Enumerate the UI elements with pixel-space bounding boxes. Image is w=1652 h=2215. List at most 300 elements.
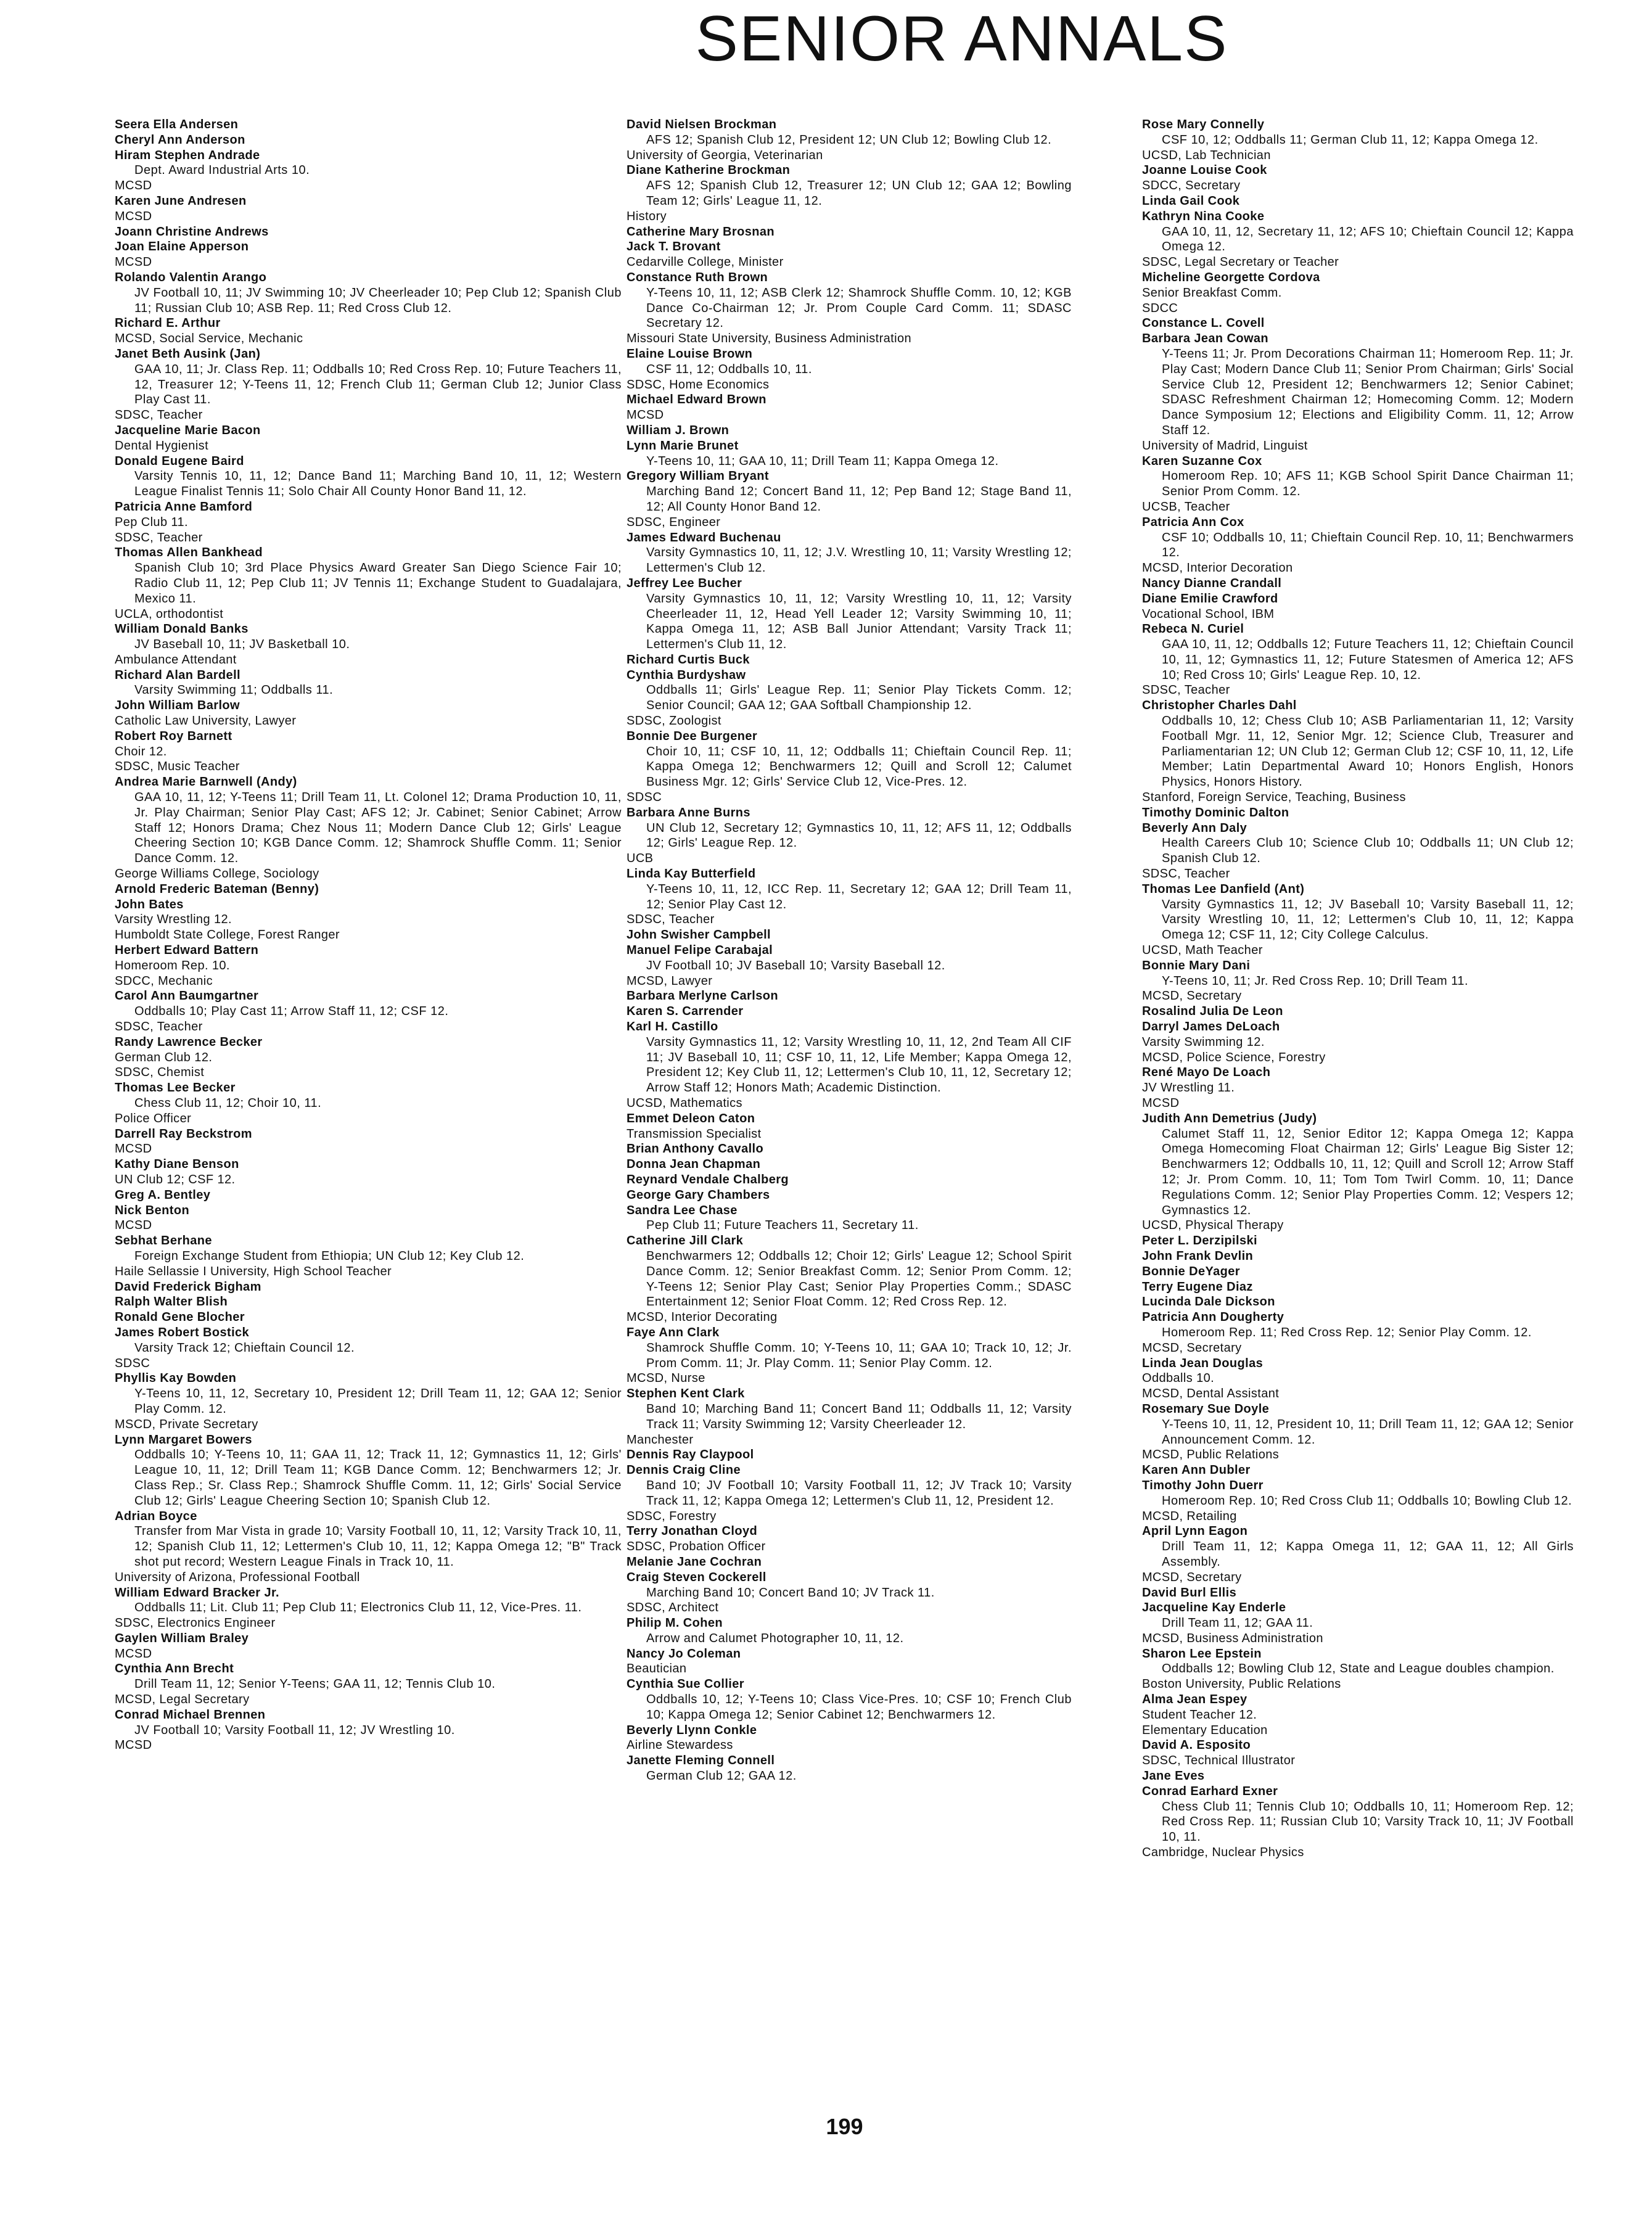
senior-activities: Drill Team 11, 12; GAA 11. [1162, 1616, 1313, 1630]
senior-plans: Ambulance Attendant [115, 652, 237, 667]
senior-name: William Edward Bracker Jr. [115, 1585, 280, 1600]
senior-activities: Oddballs 11; Lit. Club 11; Pep Club 11; Electronics Club 11, 12, Vice-Pres. 11. [134, 1601, 582, 1615]
senior-activities: Oddballs 10, 12; Y-Teens 10; Class Vice-Pres. 10; CSF 10; French Club 10; Kappa Omega 12; Senior Cabinet 12; Benchwarmers 12. [646, 1693, 1072, 1722]
senior-entry [627, 668, 1072, 729]
senior-plans: Oddballs 10. [1142, 1371, 1215, 1386]
senior-name: Peter L. Derzipilski [1142, 1234, 1257, 1248]
senior-name: Michael Edward Brown [627, 393, 766, 407]
senior-activities: Foreign Exchange Student from Ethiopia; UN Club 12; Key Club 12. [134, 1249, 525, 1263]
senior-entry [627, 927, 1072, 943]
senior-activities: Varsity Tennis 10, 11, 12; Dance Band 11; Marching Band 10, 11, 12; Western League Finalist Tennis 11; Solo Chair All County Honor Band 11, 12. [134, 469, 622, 499]
senior-name: René Mayo De Loach [1142, 1066, 1271, 1080]
senior-entry [1142, 1463, 1574, 1478]
senior-plans: MCSD, Secretary [1142, 1341, 1242, 1355]
senior-entry [1142, 1249, 1574, 1264]
senior-entry [1142, 1738, 1574, 1769]
senior-entry [1142, 958, 1574, 1004]
senior-entry [115, 347, 622, 423]
senior-plans: University of Georgia, Veterinarian [627, 148, 823, 162]
senior-plans: MCSD [115, 1738, 152, 1753]
senior-plans: UCSD, Math Teacher [1142, 943, 1263, 958]
senior-plans: MCSD [115, 1218, 152, 1233]
senior-entry [115, 224, 622, 240]
senior-entry [627, 1677, 1072, 1722]
senior-entry [1142, 1585, 1574, 1601]
senior-activities: Oddballs 11; Girls' League Rep. 11; Senior Play Tickets Comm. 12; Senior Council; GAA 12; GAA Softball Championship 12. [646, 683, 1072, 713]
senior-plans: MCSD, Secretary [1142, 1570, 1242, 1584]
senior-name: Herbert Edward Battern [115, 943, 259, 958]
senior-name: Craig Steven Cockerell [627, 1570, 766, 1584]
senior-name: George Gary Chambers [627, 1188, 770, 1202]
senior-plans: Humboldt State College, Forest Ranger [115, 928, 340, 942]
senior-entry [627, 1723, 1072, 1754]
senior-plans: MCSD, Legal Secretary [115, 1693, 250, 1707]
senior-name: Christopher Charles Dahl [1142, 699, 1297, 713]
senior-entry [627, 1570, 1072, 1616]
senior-entry [115, 499, 622, 545]
senior-name: April Lynn Eagon [1142, 1524, 1248, 1539]
senior-entry [115, 1432, 622, 1509]
senior-name: Karl H. Castillo [627, 1020, 718, 1034]
senior-name: Judith Ann Demetrius (Judy) [1142, 1111, 1317, 1125]
senior-plans: SDSC, Architect [627, 1601, 719, 1615]
senior-name: Jack T. Brovant [627, 240, 721, 254]
senior-name: Darryl James DeLoach [1142, 1020, 1280, 1034]
senior-name: David Burl Ellis [1142, 1585, 1237, 1600]
senior-activities: Homeroom Rep. 10; Red Cross Club 11; Oddballs 10; Bowling Club 12. [1162, 1494, 1572, 1508]
senior-plans: Boston University, Public Relations [1142, 1677, 1341, 1691]
senior-name: Conrad Michael Brennen [115, 1707, 266, 1722]
senior-entry [115, 545, 622, 622]
senior-name: Richard Curtis Buck [627, 652, 750, 667]
senior-name: Patricia Anne Bamford [115, 499, 253, 514]
senior-name: Nick Benton [115, 1203, 190, 1217]
senior-name: Cynthia Ann Brecht [115, 1662, 234, 1676]
senior-activities: JV Football 10, 11; JV Swimming 10; JV Cheerleader 10; Pep Club 12; Spanish Club 11; Russian Club 10; ASB Rep. 11; Red Cross Club 12. [134, 286, 622, 315]
senior-name: Thomas Lee Danfield (Ant) [1142, 882, 1305, 896]
senior-entry [115, 117, 622, 133]
senior-activities: Varsity Track 12; Chieftain Council 12. [134, 1341, 355, 1355]
senior-name: James Robert Bostick [115, 1325, 250, 1339]
senior-entry [1142, 515, 1574, 576]
senior-plans: MCSD, Secretary [1142, 989, 1242, 1003]
senior-name: Donna Jean Chapman [627, 1157, 761, 1172]
senior-plans: SDSC, Teacher [115, 1020, 203, 1034]
senior-plans: MCSD [1142, 1096, 1180, 1110]
senior-plans: Transmission Specialist [627, 1127, 762, 1141]
senior-entry [627, 1172, 1072, 1188]
senior-entry [627, 270, 1072, 347]
senior-entry [1142, 1019, 1574, 1065]
senior-plans: SDCC, Mechanic [115, 974, 213, 988]
senior-entry [627, 1616, 1072, 1646]
senior-name: Janet Beth Ausink (Jan) [115, 347, 261, 361]
senior-plans: SDSC, Engineer [627, 515, 721, 529]
senior-name: Jacqueline Marie Bacon [115, 423, 261, 437]
senior-name: Melanie Jane Cochran [627, 1555, 762, 1569]
senior-plans: MCSD, Interior Decoration [1142, 561, 1293, 575]
senior-entry [1142, 194, 1574, 209]
senior-name: Cynthia Burdyshaw [627, 668, 746, 682]
senior-entry [627, 1447, 1072, 1463]
senior-plans: Vocational School, IBM [1142, 607, 1275, 621]
senior-plans: George Williams College, Sociology [115, 867, 319, 881]
senior-name: Joan Elaine Apperson [115, 240, 249, 254]
senior-activities: GAA 10, 11; Jr. Class Rep. 11; Oddballs 10; Red Cross Rep. 10; Future Teachers 11, 12, Treasurer 12; Y-Teens 11, 12; French Club 11; German Club 12; Junior Class Play Cast 11. [134, 362, 622, 407]
senior-plans: MCSD, Interior Decorating [627, 1310, 778, 1325]
senior-activities: Transfer from Mar Vista in grade 10; Varsity Football 10, 11, 12; Varsity Track 10, 11, 12; Spanish Club 11, 12; Lettermen's Club 10, 11, 12; Kappa Omega 12; "B" Track shot put record; Western League Finals in Track 10, 11. [134, 1524, 622, 1569]
senior-entry [627, 239, 1072, 270]
senior-plans: SDCC, Secretary [1142, 179, 1241, 193]
senior-entry [627, 224, 1072, 240]
senior-activities: Spanish Club 10; 3rd Place Physics Award Greater San Diego Science Fair 10; Radio Club 11, 12; Pep Club 11; JV Tennis 11; Exchange Student to Guadalajara, Mexico 11. [134, 561, 622, 606]
senior-entry [1142, 209, 1574, 270]
senior-name: Gregory William Bryant [627, 469, 769, 483]
senior-plans: Choir 12. [115, 744, 167, 758]
page-number: 199 [826, 2114, 863, 2139]
senior-activities: Band 10; JV Football 10; Varsity Football 11, 12; JV Track 10; Varsity Track 11, 12; Kappa Omega 12; Lettermen's Club 11, 12, President 12. [646, 1478, 1072, 1508]
senior-entry [115, 133, 622, 148]
senior-name: John Bates [115, 897, 184, 911]
senior-entry [115, 1371, 622, 1432]
senior-entry [115, 1294, 622, 1310]
senior-plans: SDSC, Teacher [627, 913, 715, 927]
senior-name: Sandra Lee Chase [627, 1203, 738, 1217]
senior-entry [1142, 316, 1574, 331]
senior-plans: SDSC, Music Teacher [115, 760, 240, 774]
senior-entry [1142, 117, 1574, 163]
senior-name: Elaine Louise Brown [627, 347, 753, 361]
senior-name: John Frank Devlin [1142, 1249, 1254, 1263]
senior-activities: Varsity Swimming 11; Oddballs 11. [134, 683, 334, 697]
senior-plans: MCSD, Lawyer [627, 974, 713, 988]
senior-name: Richard E. Arthur [115, 316, 221, 331]
senior-entry [627, 469, 1072, 530]
senior-name: James Edward Buchenau [627, 530, 781, 545]
senior-entry [115, 729, 622, 775]
senior-plans: SDSC, Legal Secretary or Teacher [1142, 255, 1339, 269]
senior-name: Karen June Andresen [115, 194, 247, 208]
senior-name: Emmet Deleon Caton [627, 1111, 755, 1125]
senior-name: David A. Esposito [1142, 1738, 1251, 1753]
senior-entry [115, 668, 622, 699]
senior-entry [1142, 270, 1574, 316]
senior-entry [115, 1080, 622, 1126]
senior-entry [1142, 1402, 1574, 1463]
senior-entry [115, 1203, 622, 1234]
senior-plans: MCSD, Nurse [627, 1371, 705, 1386]
senior-plans: History [627, 209, 667, 223]
senior-entry [115, 1509, 622, 1585]
senior-activities: Pep Club 11; Future Teachers 11, Secretary 11. [646, 1218, 919, 1233]
senior-entry [115, 454, 622, 499]
senior-name: Faye Ann Clark [627, 1325, 720, 1339]
senior-plans: SDCC [1142, 301, 1178, 315]
senior-entry [627, 347, 1072, 392]
senior-name: Linda Gail Cook [1142, 194, 1240, 208]
column-left [115, 117, 622, 2072]
senior-entry [115, 316, 622, 347]
senior-plans: SDSC [627, 791, 662, 805]
senior-name: Rose Mary Connelly [1142, 118, 1265, 131]
senior-entry [627, 1386, 1072, 1447]
senior-entry [627, 729, 1072, 805]
senior-activities: Oddballs 10; Play Cast 11; Arrow Staff 11, 12; CSF 12. [134, 1005, 449, 1019]
senior-activities: Drill Team 11, 12; Senior Y-Teens; GAA 11, 12; Tennis Club 10. [134, 1677, 496, 1691]
senior-activities: Y-Teens 10, 11, 12, Secretary 10, President 12; Drill Team 11, 12; GAA 12; Senior Play Comm. 12. [134, 1387, 622, 1416]
senior-entry [1142, 1784, 1574, 1860]
senior-name: Kathy Diane Benson [115, 1157, 239, 1172]
senior-plans: SDSC, Teacher [1142, 683, 1230, 697]
senior-name: Brian Anthony Cavallo [627, 1142, 764, 1156]
senior-name: Nancy Jo Coleman [627, 1646, 741, 1661]
senior-name: Donald Eugene Baird [115, 454, 244, 468]
senior-name: Karen Ann Dubler [1142, 1463, 1251, 1477]
senior-entry [627, 576, 1072, 652]
senior-entry [627, 1463, 1072, 1524]
senior-activities: Marching Band 12; Concert Band 11, 12; Pep Band 12; Stage Band 11, 12; All County Honor Band 12. [646, 485, 1072, 514]
senior-name: Ronald Gene Blocher [115, 1310, 245, 1325]
senior-plans: SDSC, Teacher [1142, 867, 1230, 881]
senior-name: Micheline Georgette Cordova [1142, 270, 1320, 284]
senior-entry [115, 1585, 622, 1631]
senior-name: Bonnie Mary Dani [1142, 958, 1251, 972]
senior-entry [115, 1127, 622, 1157]
senior-plans: SDSC, Zoologist [627, 714, 721, 728]
senior-plans: UCLA, orthodontist [115, 607, 224, 621]
senior-name: Barbara Jean Cowan [1142, 332, 1269, 346]
senior-name: Randy Lawrence Becker [115, 1035, 263, 1049]
senior-entry [627, 1203, 1072, 1234]
senior-entry [627, 1157, 1072, 1172]
senior-activities: Varsity Gymnastics 10, 11, 12; Varsity Wrestling 10, 11, 12; Varsity Cheerleader 11, 12, Head Yell Leader 12; Varsity Swimming 10, 11; Kappa Omega 11, 12; ASB Ball Junior Attendant; Varsity Track 11; Lettermen's Club 11, 12. [646, 591, 1072, 652]
senior-activities: Y-Teens 10, 11, 12; ASB Clerk 12; Shamrock Shuffle Comm. 10, 12; KGB Dance Co-Chairman 12; Jr. Prom Couple Card Comm. 11; SDASC Secretary 12. [646, 286, 1072, 331]
senior-activities: Dept. Award Industrial Arts 10. [134, 163, 310, 178]
senior-activities: CSF 10, 12; Oddballs 11; German Club 11, 12; Kappa Omega 12. [1162, 133, 1539, 147]
senior-plans: SDSC, Probation Officer [627, 1540, 766, 1554]
senior-entry [627, 805, 1072, 866]
senior-name: Adrian Boyce [115, 1509, 197, 1523]
senior-name: Jacqueline Kay Enderle [1142, 1601, 1286, 1615]
senior-activities: Calumet Staff 11, 12, Senior Editor 12; Kappa Omega 12; Kappa Omega Homecoming Float Chairman 12; Girls' League Big Sister 12; Benchwarmers 12; Oddballs 10, 11, 12; Quill and Scroll 12; Arrow Staff 12; Jr. Prom Comm. 10, 11; Tom Tom Twirl Comm. 10, 11; Dance Regulations Comm. 12; Senior Play Properties Comm. 12; Vespers 12; Gymnastics 12. [1162, 1127, 1574, 1217]
senior-plans: MCSD [627, 408, 664, 422]
senior-activities: Marching Band 10; Concert Band 10; JV Track 11. [646, 1585, 935, 1600]
senior-plans: MCSD [115, 255, 152, 269]
senior-plans: Varsity Swimming 12. [1142, 1035, 1265, 1049]
senior-plans: MCSD, Police Science, Forestry [1142, 1050, 1326, 1064]
senior-activities: Band 10; Marching Band 11; Concert Band 11; Oddballs 11, 12; Varsity Track 11; Varsity Swimming 12; Varsity Cheerleader 12. [646, 1402, 1072, 1431]
senior-entry [115, 897, 622, 943]
senior-activities: Y-Teens 10, 11, 12, President 10, 11; Drill Team 11, 12; GAA 12; Senior Announcement Comm. 12. [1162, 1417, 1574, 1447]
senior-name: Darrell Ray Beckstrom [115, 1127, 252, 1141]
senior-plans: MCSD, Social Service, Mechanic [115, 332, 303, 346]
senior-entry [627, 1524, 1072, 1555]
senior-activities: UN Club 12, Secretary 12; Gymnastics 10, 11, 12; AFS 11, 12; Oddballs 12; Girls' League Rep. 12. [646, 821, 1072, 850]
senior-name: William Donald Banks [115, 622, 249, 636]
senior-entry [627, 652, 1072, 668]
senior-name: Alma Jean Espey [1142, 1693, 1247, 1707]
senior-name: Philip M. Cohen [627, 1616, 723, 1630]
senior-plans: SDSC, Teacher [115, 530, 203, 545]
senior-entry [1142, 1356, 1574, 1402]
senior-plans: Stanford, Foreign Service, Teaching, Business [1142, 791, 1406, 805]
senior-entry [115, 775, 622, 882]
column-middle [627, 117, 1072, 2072]
senior-plans: SDSC [115, 1356, 150, 1370]
senior-entry [115, 423, 622, 454]
senior-name: Karen S. Carrender [627, 1005, 744, 1019]
senior-name: Stephen Kent Clark [627, 1387, 745, 1401]
senior-entry [1142, 1769, 1574, 1784]
senior-name: Linda Kay Butterfield [627, 867, 756, 881]
senior-entry [1142, 454, 1574, 515]
senior-activities: AFS 12; Spanish Club 12, President 12; UN Club 12; Bowling Club 12. [646, 133, 1052, 147]
senior-entry [627, 438, 1072, 469]
senior-name: Hiram Stephen Andrade [115, 148, 260, 162]
senior-activities: Varsity Gymnastics 11, 12; Varsity Wrestling 10, 11, 12, 2nd Team All CIF 11; JV Baseball 10, 11; CSF 10, 11, 12, Life Member; Kappa Omega 12, President 12; Key Club 11, 12; Lettermen's Club 10, 11, 12, Secretary 12; Arrow Staff 12; Honors Math; Academic Distinction. [646, 1035, 1072, 1095]
senior-activities: Choir 10, 11; CSF 10, 11, 12; Oddballs 11; Chieftain Council Rep. 11; Kappa Omega 12; Benchwarmers 12; Quill and Scroll 12; Calumet Business Mgr. 12; Girls' Service Club 12, Vice-Pres. 12. [646, 744, 1072, 789]
senior-plans: Haile Sellassie I University, High School Teacher [115, 1264, 392, 1278]
senior-plans: Cedarville College, Minister [627, 255, 784, 269]
senior-name: William J. Brown [627, 423, 729, 437]
senior-entry [1142, 1600, 1574, 1646]
senior-activities: GAA 10, 11, 12, Secretary 11, 12; AFS 10; Chieftain Council 12; Kappa Omega 12. [1162, 224, 1574, 254]
senior-plans: MCSD [115, 1142, 152, 1156]
senior-entry [1142, 821, 1574, 882]
senior-name: Nancy Dianne Crandall [1142, 576, 1282, 590]
senior-entry [115, 988, 622, 1034]
senior-entry [1142, 622, 1574, 698]
senior-entry [115, 1310, 622, 1325]
senior-name: Greg A. Bentley [115, 1188, 211, 1202]
senior-entry [115, 1157, 622, 1188]
senior-name: Andrea Marie Barnwell (Andy) [115, 775, 297, 789]
senior-name: Jane Eves [1142, 1769, 1205, 1783]
senior-activities: Homeroom Rep. 11; Red Cross Rep. 12; Senior Play Comm. 12. [1162, 1325, 1532, 1339]
senior-entry [627, 1019, 1072, 1111]
senior-activities: Oddballs 12; Bowling Club 12, State and League doubles champion. [1162, 1662, 1555, 1676]
senior-name: Conrad Earhard Exner [1142, 1784, 1278, 1798]
senior-entry [1142, 1692, 1574, 1738]
senior-name: Bonnie DeYager [1142, 1264, 1240, 1278]
senior-activities: Y-Teens 10, 11, 12, ICC Rep. 11, Secretary 12; GAA 12; Drill Team 11, 12; Senior Play Cast 12. [646, 882, 1072, 911]
senior-name: Reynard Vendale Chalberg [627, 1172, 789, 1186]
senior-entry [115, 1035, 622, 1080]
senior-name: Terry Eugene Diaz [1142, 1280, 1253, 1294]
senior-activities: Y-Teens 11; Jr. Prom Decorations Chairman 11; Homeroom Rep. 11; Jr. Play Cast; Modern Dance Club 11; Senior Prom Chairman; Girls' Social Service Club 12, President 12; Benchwarmers 12; Senior Cabinet; SDASC Refreshment Chairman 12; Homecoming Comm. 12; Modern Dance Symposium 12; Elections and Eligibility Comm. 11, 12; Arrow Staff 12. [1162, 347, 1574, 437]
senior-name: Seera Ella Andersen [115, 118, 239, 131]
senior-entry [627, 1111, 1072, 1142]
senior-activities: Y-Teens 10, 11; GAA 10, 11; Drill Team 11; Kappa Omega 12. [646, 454, 999, 468]
senior-name: Linda Jean Douglas [1142, 1356, 1264, 1370]
senior-name: Constance L. Covell [1142, 316, 1265, 331]
senior-name: Robert Roy Barnett [115, 729, 232, 743]
senior-plans: UCSD, Physical Therapy [1142, 1218, 1284, 1233]
senior-entry [115, 1631, 622, 1662]
senior-plans: UCSD, Lab Technician [1142, 148, 1271, 162]
senior-name: Rebeca N. Curiel [1142, 622, 1244, 636]
senior-name: Diane Emilie Crawford [1142, 591, 1278, 606]
senior-entry [1142, 1310, 1574, 1355]
senior-activities: Benchwarmers 12; Oddballs 12; Choir 12; Girls' League 12; School Spirit Dance Comm. 12; Senior Breakfast Comm. 12; Senior Prom Comm. 12; Y-Teens 12; Senior Play Cast; Senior Play Properties Comm.; SDASC Entertainment 12; Senior Float Comm. 12; Red Cross Rep. 12. [646, 1249, 1072, 1309]
senior-plans: Beautician [627, 1662, 687, 1676]
senior-activities: Drill Team 11, 12; Kappa Omega 11, 12; GAA 11, 12; All Girls Assembly. [1162, 1540, 1574, 1569]
senior-entry [627, 423, 1072, 438]
senior-plans: UCSB, Teacher [1142, 499, 1230, 514]
senior-name: John William Barlow [115, 699, 240, 713]
senior-name: Rosalind Julia De Leon [1142, 1005, 1283, 1019]
senior-entry [115, 882, 622, 897]
senior-entry [115, 1707, 622, 1753]
senior-plans: UN Club 12; CSF 12. [115, 1172, 236, 1186]
senior-entry [627, 988, 1072, 1004]
senior-plans: Senior Breakfast Comm. [1142, 286, 1282, 300]
senior-plans: Pep Club 11. [115, 515, 188, 529]
senior-name: Patricia Ann Dougherty [1142, 1310, 1284, 1325]
senior-activities: Oddballs 10; Y-Teens 10, 11; GAA 11, 12; Track 11, 12; Gymnastics 11, 12; Girls' League 10, 11, 12; Drill Team 11; KGB Dance Comm. 12; Benchwarmers 12; Jr. Class Rep.; Sr. Class Rep.; Shamrock Shuffle Comm. 11, 12; Girls' Social Service Club 12; Girls' League Cheering Section 10; Spanish Club 12. [134, 1448, 622, 1508]
senior-activities: Chess Club 11; Tennis Club 10; Oddballs 10, 11; Homeroom Rep. 12; Red Cross Rep. 11; Russian Club 10; Varsity Track 10, 11; JV Football 10, 11. [1162, 1799, 1574, 1844]
senior-entry [1142, 1264, 1574, 1280]
senior-entry [627, 530, 1072, 576]
senior-name: Joann Christine Andrews [115, 224, 269, 239]
senior-name: Janette Fleming Connell [627, 1754, 775, 1768]
senior-name: Catherine Mary Brosnan [627, 224, 775, 239]
senior-plans: JV Wrestling 11. [1142, 1081, 1235, 1095]
senior-entry [627, 1141, 1072, 1157]
senior-plans: SDSC, Chemist [115, 1066, 205, 1080]
senior-activities: JV Football 10; Varsity Football 11, 12; JV Wrestling 10. [134, 1723, 455, 1737]
senior-entry [1142, 698, 1574, 805]
senior-plans: German Club 12. [115, 1050, 213, 1064]
senior-entry [115, 943, 622, 988]
senior-entry [627, 117, 1072, 163]
senior-name: Karen Suzanne Cox [1142, 454, 1262, 468]
senior-plans: UCB [627, 852, 654, 866]
senior-name: Thomas Lee Becker [115, 1081, 236, 1095]
senior-plans: SDSC, Home Economics [627, 377, 770, 392]
senior-activities: AFS 12; Spanish Club 12, Treasurer 12; UN Club 12; GAA 12; Bowling Team 12; Girls' League 11, 12. [646, 179, 1072, 208]
senior-name: Terry Jonathan Cloyd [627, 1524, 758, 1539]
senior-activities: Oddballs 10, 12; Chess Club 10; ASB Parliamentarian 11, 12; Varsity Football Mgr. 11, 12, Senior Mgr. 12; Science Club, Treasurer and Parliamentarian 12; UN Club 12; German Club 12; CSF 10, 11, 12, Life Member; Latin Departmental Award 10; Honors English, Honors Physics, Honors History. [1162, 714, 1574, 789]
senior-plans: Police Officer [115, 1111, 192, 1125]
senior-name: Joanne Louise Cook [1142, 163, 1267, 178]
senior-name: Cheryl Ann Anderson [115, 133, 245, 147]
senior-name: Kathryn Nina Cooke [1142, 209, 1265, 223]
senior-entry [1142, 1111, 1574, 1233]
senior-name: Timothy Dominic Dalton [1142, 805, 1289, 820]
senior-entry [115, 1280, 622, 1295]
senior-entry [115, 148, 622, 194]
senior-entry [1142, 1478, 1574, 1524]
senior-entry [115, 1233, 622, 1279]
senior-plans: SDSC, Teacher [115, 408, 203, 422]
senior-entry [1142, 1524, 1574, 1585]
senior-entry [1142, 1233, 1574, 1249]
senior-entry [627, 1188, 1072, 1203]
senior-entry [1142, 805, 1574, 821]
senior-entry [1142, 331, 1574, 453]
senior-name: Barbara Anne Burns [627, 805, 750, 820]
senior-entry [115, 270, 622, 316]
senior-activities: GAA 10, 11, 12; Oddballs 12; Future Teachers 11, 12; Chieftain Council 10, 11, 12; Gymnastics 11, 12; Future Statesmen of America 12; AFS 10; Red Cross 10; Girls' League Rep. 10, 12. [1162, 638, 1574, 682]
senior-name: Jeffrey Lee Bucher [627, 576, 742, 590]
senior-entry [1142, 576, 1574, 591]
senior-name: Thomas Allen Bankhead [115, 546, 263, 560]
senior-entry [115, 622, 622, 667]
senior-name: Beverly Ann Daly [1142, 821, 1247, 835]
senior-name: Lynn Margaret Bowers [115, 1432, 252, 1447]
senior-name: Sebhat Berhane [115, 1234, 212, 1248]
